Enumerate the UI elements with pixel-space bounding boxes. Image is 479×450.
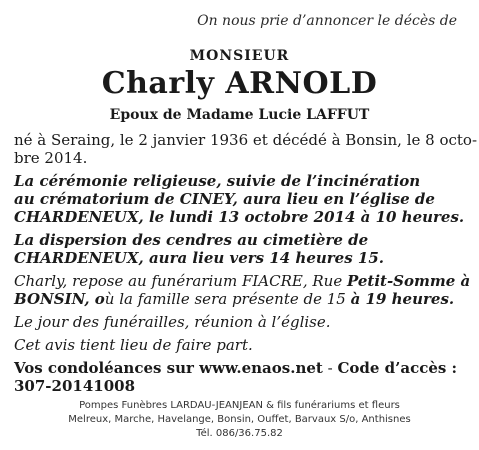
condolences-code-label: Code d’accès : bbox=[337, 359, 458, 377]
intro-text: On nous prie d’annoncer le décès de bbox=[197, 13, 457, 29]
spouse-line: Epoux de Madame Lucie LAFFUT bbox=[109, 107, 370, 123]
condolences-line-1 bbox=[14, 359, 457, 377]
funerarium-hours: à 19 heures. bbox=[350, 290, 455, 308]
condolences-separator: - bbox=[322, 359, 338, 377]
funerarium-line-1 bbox=[14, 272, 470, 290]
funerarium-street: Petit-Somme à bbox=[346, 272, 471, 290]
condolences-website: Vos condoléances sur www.enaos.net bbox=[14, 359, 323, 377]
condolences-code: 307-20141008 bbox=[14, 377, 136, 395]
footer-line-3: Tél. 086/36.75.82 bbox=[196, 428, 283, 439]
ceremony-line-2: au crématorium de CINEY, aura lieu en l’église de bbox=[14, 190, 435, 208]
avis-line: Cet avis tient lieu de faire part. bbox=[14, 336, 253, 354]
reunion-line: Le jour des funérailles, réunion à l’église. bbox=[14, 313, 331, 331]
birth-line-1: né à Seraing, le 2 janvier 1936 et décédé à Bonsin, le 8 octo- bbox=[14, 131, 478, 149]
ceremony-line-1: La cérémonie religieuse, suivie de l’incinération bbox=[14, 172, 421, 190]
dispersion-line-1: La dispersion des cendres au cimetière de bbox=[14, 231, 369, 249]
funerarium-line-2 bbox=[14, 290, 454, 308]
dispersion-line-2: CHARDENEUX, aura lieu vers 14 heures 15. bbox=[14, 249, 384, 267]
funerarium-text: Charly, repose au funérarium FIACRE, Rue bbox=[14, 272, 347, 290]
funerarium-town: BONSIN, o bbox=[14, 290, 105, 308]
birth-line-2: bre 2014. bbox=[14, 149, 88, 167]
footer-line-2: Melreux, Marche, Havelange, Bonsin, Ouffet, Barvaux S/o, Anthisnes bbox=[68, 414, 411, 425]
ceremony-line-3: CHARDENEUX, le lundi 13 octobre 2014 à 10 heures. bbox=[14, 208, 465, 226]
footer-line-1: Pompes Funèbres LARDAU-JEANJEAN & fils funérariums et fleurs bbox=[79, 400, 400, 411]
title-monsieur: MONSIEUR bbox=[189, 48, 290, 64]
deceased-name: Charly ARNOLD bbox=[101, 66, 378, 101]
funerarium-presence: ù la famille sera présente de 15 bbox=[104, 290, 351, 308]
